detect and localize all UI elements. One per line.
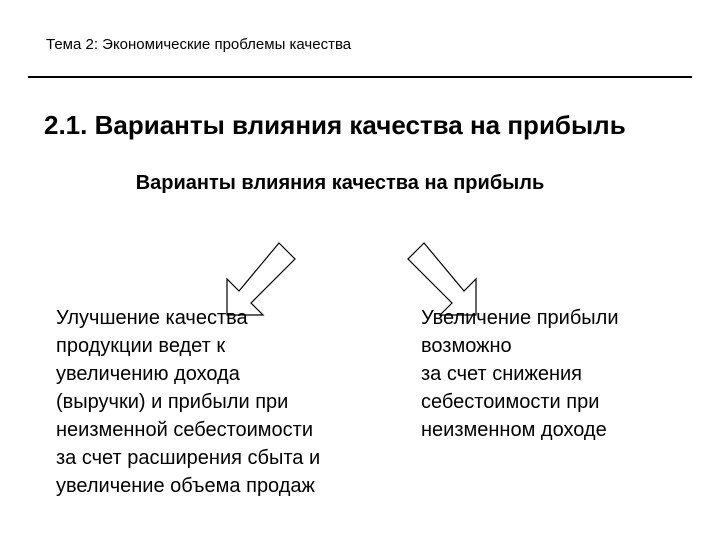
left-variant-text: Улучшение качества продукции ведет к увеличению дохода (выручки) и прибыли при неизменной себестоимости за счет расширения сбыта и увеличение объема продаж: [56, 307, 321, 497]
right-variant-text: Увеличение прибыли возможно за счет снижения себестоимости при неизменном доходе: [421, 307, 619, 441]
topic-header: Тема 2: Экономические проблемы качества: [46, 36, 352, 53]
diagram-center-title: Варианты влияния качества на прибыль: [135, 172, 545, 194]
section-title: 2.1. Варианты влияния качества на прибыль: [44, 110, 626, 140]
